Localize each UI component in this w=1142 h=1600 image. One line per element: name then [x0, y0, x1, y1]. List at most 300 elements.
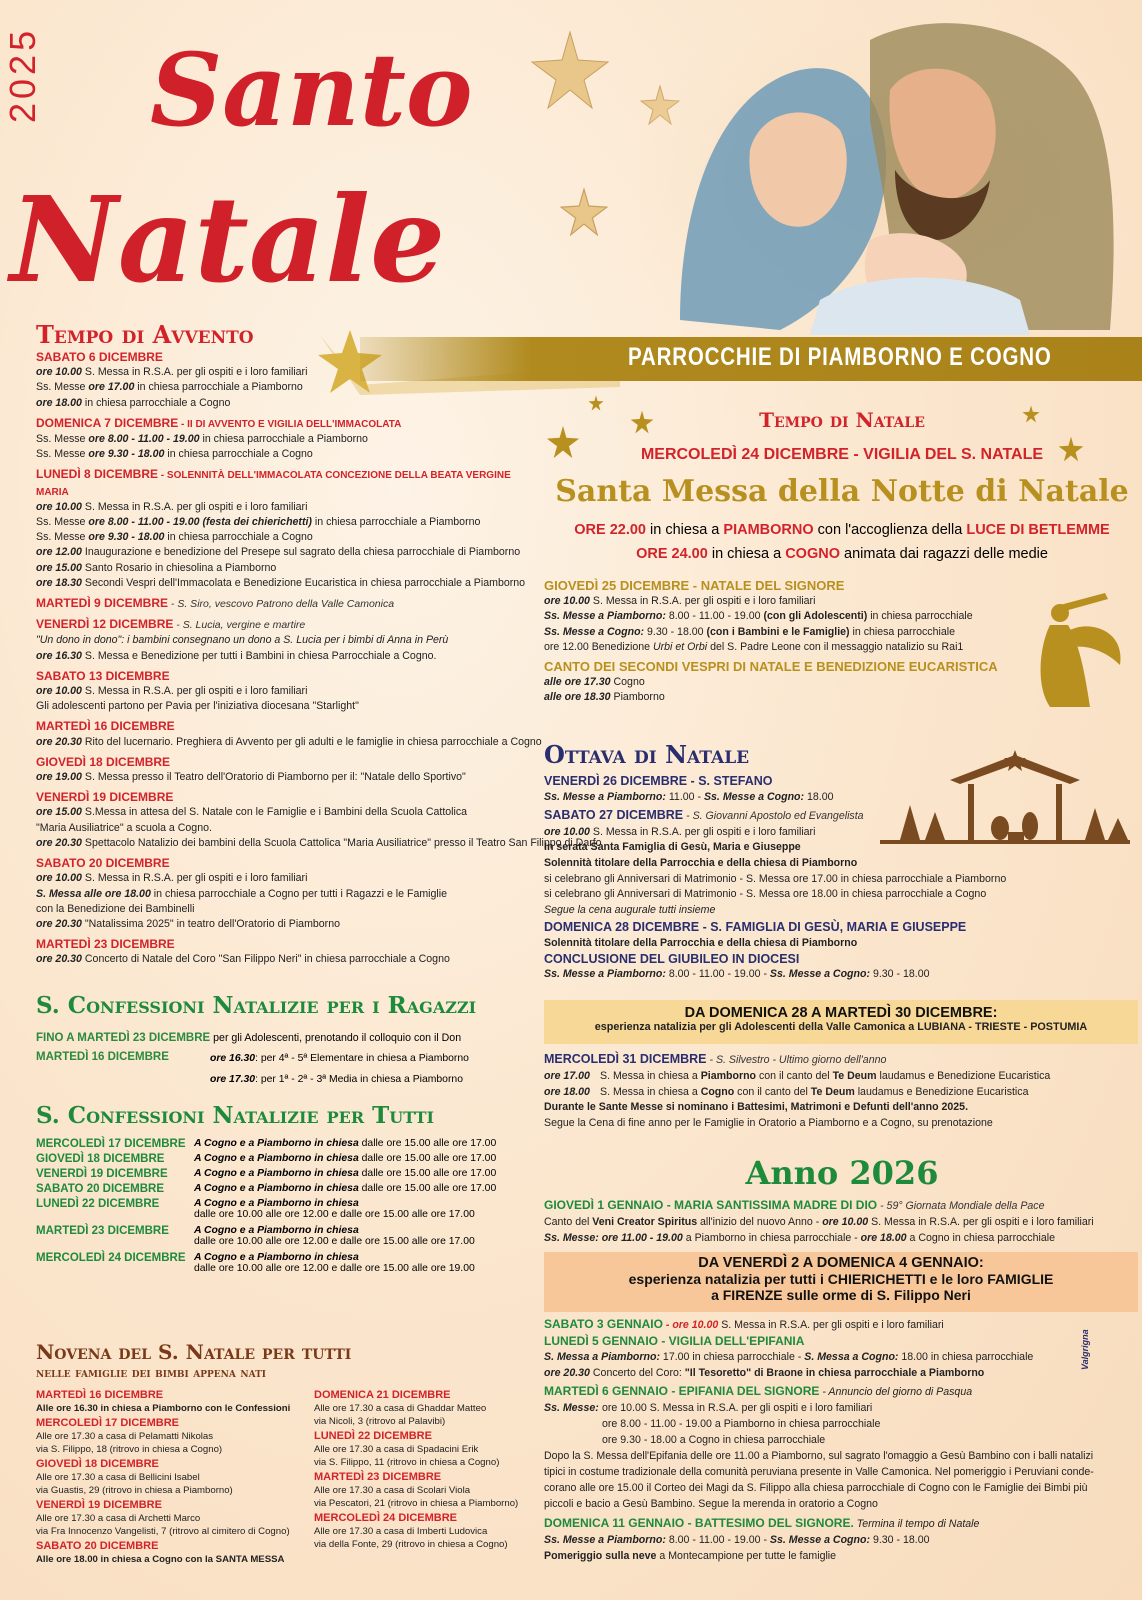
advent-line-time: S. Messa alle ore 18.00: [36, 887, 151, 900]
confessione-day: GIOVEDÌ 18 DICEMBRE: [36, 1153, 165, 1165]
messa-notte-title: Santa Messa della Notte di Natale: [555, 474, 1129, 509]
novena-line: Alle ore 17.30 a casa di Archetti Marco: [36, 1513, 201, 1524]
title-line2: Natale: [10, 170, 446, 309]
m6-text: ore 8.00 - 11.00 - 19.00 a Piamborno in chiesa parrocchiale: [602, 1418, 881, 1430]
advent-line-text: Gli adolescenti partono per Pavia per l'iniziativa diocesana "Starlight": [36, 700, 359, 713]
d11-neve: Pomeriggio sulla neve: [544, 1550, 657, 1562]
confessione-row: [36, 1153, 536, 1165]
holy-family-illustration: [640, 0, 1142, 335]
advent-day-heading: [36, 669, 536, 684]
advent-line-time: ore 8.00 - 11.00 - 19.00: [88, 433, 200, 446]
natale-line: [544, 640, 1134, 656]
m31-text: laudamus e Benedizione Eucaristica: [854, 1085, 1029, 1098]
advent-day-heading: [36, 350, 536, 365]
advent-line: [36, 821, 536, 836]
m31-date: MERCOLEDÌ 31 DICEMBRE: [544, 1052, 707, 1066]
advent-line: [36, 530, 536, 545]
advent-line: [36, 576, 536, 591]
giubileo-heading: CONCLUSIONE DEL GIUBILEO IN DIOCESI: [544, 951, 800, 966]
advent-line-text: Ss. Messe: [36, 381, 89, 394]
adolescenti-box-sub: esperienza natalizia per gli Adolescenti della Valle Camonica a LUBIANA - TRIESTE - POSTUMIA: [594, 1021, 1088, 1033]
natale-time: ore 10.00: [544, 594, 590, 607]
advent-line-time: ore 17.00: [88, 381, 135, 394]
advent-line-time: ore 10.00: [36, 366, 82, 379]
g1-text: all'inizio del nuovo Anno -: [697, 1216, 823, 1228]
m31-note-line: Durante le Sante Messe si nominano i Battesimi, Matrimoni e Defunti dell'anno 2025.: [544, 1101, 969, 1114]
m6-note: - Annuncio del giorno di Pasqua: [819, 1386, 973, 1398]
mass-label: Ss. Messe a Piamborno:: [544, 1534, 666, 1546]
m31-time: ore 17.00: [544, 1069, 590, 1082]
adolescenti-box-title: DA DOMENICA 28 A MARTEDÌ 30 DICEMBRE:: [684, 1005, 998, 1021]
advent-line: [36, 432, 536, 447]
advent-line-text: Ss. Messe: [36, 448, 89, 461]
advent-line-time: ore 15.00: [36, 561, 82, 574]
confessione-place: A Cogno e a Piamborno in chiesa: [194, 1153, 359, 1164]
m6-paragraph-line: piccoli e bacio a Gesù Bambino. Segue la merenda in oratorio a Cogno: [544, 1498, 878, 1510]
s27-note: - S. Giovanni Apostolo ed Evangelista: [683, 810, 864, 823]
g1-time: Ss. Messe: ore 11.00 - 19.00: [544, 1232, 683, 1244]
chierichetti-box: [544, 1252, 1138, 1312]
advent-line: [36, 545, 536, 560]
advent-line: [36, 917, 536, 932]
novena-day: MARTEDÌ 23 DICEMBRE: [314, 1471, 442, 1483]
natale-text: ore 12.00 Benedizione: [544, 641, 653, 654]
year-label: 2025: [2, 26, 43, 123]
advent-day-date: LUNEDÌ 8 DICEMBRE: [36, 467, 159, 482]
advent-line-time: ore 12.00: [36, 546, 82, 559]
confessione-detail: [194, 1183, 496, 1195]
confessioni-ragazzi-row2b: ore 17.30: per 1ª - 2ª - 3ª Media in chiesa a Piamborno: [210, 1074, 463, 1085]
mass-label: Ss. Messe a Cogno:: [703, 790, 805, 803]
m31-note: - S. Silvestro - Ultimo giorno dell'anno: [706, 1054, 887, 1066]
s27-line: [544, 840, 1134, 856]
anno-heading: Anno 2026: [745, 1154, 939, 1192]
d11-title: DOMENICA 11 GENNAIO - BATTESIMO DEL SIGNORE.: [544, 1516, 854, 1530]
advent-line-text: Secondi Vespri dell'Immacolata e Benedizione Eucaristica in chiesa parrocchiale a Piamborno: [81, 576, 526, 589]
mass-label: Ss. Messe a Cogno:: [769, 968, 870, 981]
mass-label: S. Messa a Piamborno:: [544, 1351, 660, 1363]
confessione-day: MERCOLEDÌ 17 DICEMBRE: [36, 1138, 186, 1150]
confessione-detail: [194, 1198, 475, 1220]
s27-segue: Segue la cena augurale tutti insieme: [544, 903, 716, 916]
advent-day-note: - S. Siro, vescovo Patrono della Valle Camonica: [168, 598, 395, 611]
advent-line: [36, 887, 536, 902]
s27-text: si celebrano gli Anniversari di Matrimonio - S. Messa ore 17.00 in chiesa parrocchiale a Piamborno: [544, 872, 1007, 885]
natale-text: del S. Padre Leone con il messaggio natalizio su Rai1: [707, 641, 964, 654]
m31-text: con il canto del: [734, 1085, 811, 1098]
d11-note: Termina il tempo di Natale: [853, 1518, 980, 1530]
novena-column-1: [36, 1387, 306, 1566]
advent-line: [36, 633, 536, 648]
g1-emph: Veni Creator Spiritus: [592, 1216, 698, 1228]
confessione-place: A Cogno e a Piamborno in chiesa: [194, 1183, 359, 1194]
confessione-time: dalle ore 15.00 alle ore 17.00: [358, 1138, 497, 1149]
confessione-row: [36, 1225, 536, 1247]
advent-day-heading: [36, 856, 536, 871]
advent-line-text: Santo Rosario in chiesolina a Piamborno: [81, 561, 277, 574]
natale-emph: (con gli Adolescenti): [763, 610, 868, 623]
advent-line-text: in chiesa parrocchiale a Piamborno: [199, 433, 368, 446]
advent-line-text: in chiesa parrocchiale a Piamborno: [134, 381, 303, 394]
g1-text: a Piamborno in chiesa parrocchiale -: [682, 1232, 861, 1244]
advent-line: [36, 649, 536, 664]
advent-line-time: ore 8.00 - 11.00 - 19.00 (festa dei chierichetti): [88, 516, 312, 529]
g1-line1: [544, 1214, 1134, 1230]
confessione-line: [194, 1183, 496, 1194]
m6-title: MARTEDÌ 6 GENNAIO - EPIFANIA DEL SIGNORE: [544, 1384, 820, 1398]
g1-time: ore 10.00: [822, 1216, 869, 1228]
m6-paragraph-line: tipici in costume tradizionale della comunità peruviana presente in Valle Camonica. Nel pomeriggio i Peruviani conde-: [544, 1466, 1094, 1478]
d28-heading: [544, 920, 1134, 936]
confessione-row: [36, 1252, 536, 1274]
advent-day-heading: [36, 467, 536, 499]
mass-label: Ss. Messe a Piamborno:: [544, 968, 666, 981]
advent-day-note: - II DI AVVENTO E VIGILIA DELL'IMMACOLATA: [178, 418, 402, 430]
advent-day-heading: [36, 416, 536, 432]
novena-address: via Nicoli, 3 (ritrovo al Palavibi): [314, 1416, 446, 1427]
m6-paragraph-line: corano alle ore 15.00 il Corteo dei Magi da S. Filippo alla chiesa parrocchiale di Cogno con le Famiglie dei Bimbi più: [544, 1482, 1088, 1494]
novena-day: VENERDÌ 19 DICEMBRE: [36, 1499, 162, 1511]
chierichetti-box-title: DA VENERDÌ 2 A DOMENICA 4 GENNAIO:: [698, 1255, 984, 1271]
m31-tedeum: Te Deum: [810, 1085, 855, 1098]
star-icon: [530, 30, 610, 110]
advent-day-date: MARTEDÌ 16 DICEMBRE: [36, 719, 175, 734]
messa-notte-line2: ORE 24.00 in chiesa a COGNO animata dai ragazzi delle medie: [636, 546, 1048, 562]
advent-line: [36, 952, 536, 967]
mass-label: S. Messa a Cogno:: [804, 1351, 899, 1363]
advent-line-time: ore 18.30: [36, 576, 82, 589]
advent-line-text: "Un dono in dono": i bambini consegnano un dono a S. Lucia per i bimbi di Anna in Perù: [36, 634, 449, 647]
giubileo-line: [544, 967, 1134, 983]
m6-heading: [544, 1383, 1134, 1400]
natale-emph: Urbi et Orbi: [652, 641, 708, 654]
mass-times: 11.00 -: [665, 790, 704, 803]
s3-time: - ore 10.00: [662, 1319, 719, 1331]
confessione-detail: [194, 1225, 475, 1247]
advent-line-text: in chiesa parrocchiale a Cogno: [164, 448, 313, 461]
s27-text: S. Messa in R.S.A. per gli ospiti e i loro familiari: [589, 825, 816, 838]
m31-text: S. Messa in chiesa a: [600, 1069, 701, 1082]
anno-schedule: [544, 1197, 1134, 1246]
confessione-place: A Cogno e a Piamborno in chiesa: [194, 1198, 359, 1209]
advent-line-text: S. Messa in R.S.A. per gli ospiti e i loro familiari: [81, 872, 308, 885]
s27-date: SABATO 27 DICEMBRE: [544, 808, 684, 823]
g1-heading: [544, 1197, 1134, 1214]
novena-line: Alle ore 17.30 a casa di Imberti Ludovica: [314, 1526, 488, 1537]
natale-schedule: [544, 578, 1134, 706]
advent-line: [36, 902, 536, 917]
s27-line: [544, 825, 1134, 841]
vigilia-title: MERCOLEDÌ 24 DICEMBRE - VIGILIA DEL S. NATALE: [640, 446, 1044, 463]
advent-line-time: ore 10.00: [36, 500, 82, 513]
g1-text: Canto del: [544, 1216, 593, 1228]
m6-line: [544, 1432, 1134, 1448]
confessione-detail: [194, 1168, 496, 1180]
printer-logo: Valgrigna: [1080, 1329, 1090, 1370]
advent-line-text: Ss. Messe: [36, 531, 89, 544]
novena-address: via S. Filippo, 11 (ritrovo in chiesa a Cogno): [314, 1457, 500, 1468]
advent-line-time: ore 18.00: [36, 396, 82, 409]
confessione-time: dalle ore 10.00 alle ore 12.00 e dalle ore 15.00 alle ore 17.00: [194, 1236, 475, 1247]
confessioni-ragazzi-heading: S. Confessioni Natalizie per i Ragazzi: [36, 992, 477, 1019]
confessione-row: [36, 1183, 536, 1195]
s27-text: Solennità titolare della Parrocchia e della chiesa di Piamborno: [544, 856, 858, 869]
advent-day-note: - S. Lucia, vergine e martire: [173, 619, 306, 632]
novena-address: via Fra Innocenzo Vangelisti, 7 (ritrovo al cimitero di Cogno): [36, 1526, 290, 1537]
advent-line-text: Ss. Messe: [36, 433, 89, 446]
confessione-day: VENERDÌ 19 DICEMBRE: [36, 1168, 168, 1180]
g1-text: a Cogno in chiesa parrocchiale: [906, 1232, 1055, 1244]
novena-day: MERCOLEDÌ 17 DICEMBRE: [36, 1417, 180, 1429]
advent-line-time: ore 20.30: [36, 953, 82, 966]
advent-day-heading: [36, 755, 536, 770]
advent-line-text: in chiesa parrocchiale a Piamborno: [311, 516, 481, 529]
novena-day: DOMENICA 21 DICEMBRE: [314, 1389, 451, 1401]
advent-day-heading: [36, 596, 536, 612]
advent-line-text: Inaugurazione e benedizione del Presepe sul sagrato della chiesa parrocchiale di Piamborno: [81, 546, 521, 559]
confessione-row: [36, 1168, 536, 1180]
novena-subheading: nelle famiglie dei bimbi appena nati: [36, 1366, 267, 1381]
m31-text: laudamus e Benedizione Eucaristica: [876, 1069, 1051, 1082]
novena-line: Alle ore 17.30 a casa di Bellicini Isabel: [36, 1472, 200, 1483]
natale-line: [544, 594, 1134, 610]
advent-day-heading: [36, 937, 536, 952]
confessione-day: SABATO 20 DICEMBRE: [36, 1183, 165, 1195]
confessione-place: A Cogno e a Piamborno in chiesa: [194, 1168, 359, 1179]
d11-neve-line: [544, 1548, 1134, 1564]
advent-line-time: ore 9.30 - 18.00: [88, 531, 165, 544]
advent-line-time: ore 15.00: [36, 806, 82, 819]
mass-times: 8.00 - 11.00 - 19.00 -: [665, 1534, 770, 1546]
confessione-time: dalle ore 15.00 alle ore 17.00: [358, 1168, 497, 1179]
l5-time: ore 20.30: [544, 1367, 590, 1379]
m31-text: S. Messa in chiesa a: [600, 1085, 701, 1098]
m6-line: [544, 1416, 1134, 1432]
natale-label: Ss. Messe a Cogno:: [544, 625, 645, 638]
novena-line: Alle ore 16.30 in chiesa a Piamborno con le Confessioni: [36, 1403, 291, 1414]
l5-coro: "Il Tesoretto" di Braone in chiesa parrocchiale a Piamborno: [684, 1367, 985, 1379]
g1-text: S. Messa in R.S.A. per gli ospiti e i loro familiari: [868, 1216, 1094, 1228]
confessione-row: [36, 1138, 536, 1150]
confessione-time: dalle ore 15.00 alle ore 17.00: [358, 1183, 497, 1194]
m31-time: ore 18.00: [544, 1085, 590, 1098]
advent-line-text: Rito del lucernario. Preghiera di Avvento per gli adulti e le famiglie in chiesa parrocchiale a Cogno: [81, 735, 542, 748]
confessioni-ragazzi-row2a: ore 16.30: per 4ª - 5ª Elementare in chiesa a Piamborno: [210, 1053, 469, 1064]
canto-time: alle ore 18.30: [544, 691, 611, 704]
novena-line: Alle ore 17.30 a casa di Scolari Viola: [314, 1485, 471, 1496]
mass-label: Ss. Messe a Cogno:: [769, 1534, 870, 1546]
g1-line2: [544, 1230, 1134, 1246]
m6-text: ore 10.00 S. Messa in R.S.A. per gli ospiti e i loro familiari: [602, 1402, 873, 1414]
advent-line-text: in chiesa parrocchiale a Cogno: [164, 531, 313, 544]
advent-line-text: S. Messa presso il Teatro dell'Oratorio di Piamborno per il: "Natale dello Sportivo": [81, 771, 466, 784]
s27-line: [544, 856, 1134, 872]
advent-line: [36, 365, 536, 380]
advent-line: [36, 561, 536, 576]
l5-line: [544, 1349, 1134, 1365]
advent-line-text: Spettacolo Natalizio dei bambini della Scuola Cattolica "Maria Ausiliatrice" presso il Teatro San Filippo di Darfo: [81, 836, 602, 849]
advent-line-time: ore 9.30 - 18.00: [88, 448, 165, 461]
parish-banner-text: PARROCCHIE DI PIAMBORNO E COGNO: [628, 343, 1052, 371]
advent-line: [36, 515, 536, 530]
novena-line: Alle ore 17.30 a casa di Spadacini Erik: [314, 1444, 479, 1455]
gennaio-schedule: [544, 1316, 1134, 1564]
l5-heading: LUNEDÌ 5 GENNAIO - VIGILIA DELL'EPIFANIA: [544, 1334, 805, 1348]
advent-line: [36, 805, 536, 820]
advent-line-time: ore 10.00: [36, 685, 82, 698]
canto-line: [544, 690, 1134, 706]
ottava-schedule: [544, 774, 1134, 983]
confessione-line: [194, 1153, 496, 1164]
s27-text: si celebrano gli Anniversari di Matrimonio - S. Messa ore 18.00 in chiesa parrocchiale a Cogno: [544, 888, 987, 901]
advent-line-text: S. Messa in R.S.A. per gli ospiti e i loro familiari: [81, 685, 308, 698]
s3-line: [544, 1316, 1134, 1333]
novena-day: GIOVEDÌ 18 DICEMBRE: [36, 1458, 159, 1470]
m31-schedule: [544, 1052, 1134, 1132]
advent-line-text: S.Messa in attesa del S. Natale con le Famiglie e i Bambini della Scuola Cattolica: [81, 806, 468, 819]
confessioni-ragazzi-row2-day: MARTEDÌ 16 DICEMBRE: [36, 1051, 169, 1063]
confessioni-ragazzi-row1: FINO A MARTEDÌ 23 DICEMBRE per gli Adolescenti, prenotando il colloquio con il Don: [36, 1032, 462, 1044]
mass-label: Ss. Messe a Piamborno:: [544, 790, 666, 803]
m6-paragraph-line: Dopo la S. Messa dell'Epifania delle ore 11.00 a Piamborno, sul sagrato l'omaggio a Gesù Bambino con i balli natalizi: [544, 1450, 1094, 1462]
advent-line-time: ore 10.00: [36, 872, 82, 885]
advent-line-time: ore 20.30: [36, 917, 82, 930]
m31-place: Cogno: [700, 1085, 735, 1098]
s3-text: S. Messa in R.S.A. per gli ospiti e i loro familiari: [718, 1319, 944, 1331]
novena-day: MARTEDÌ 16 DICEMBRE: [36, 1389, 164, 1401]
confessione-line: [194, 1198, 475, 1209]
novena-address: via S. Filippo, 18 (ritrovo in chiesa a Cogno): [36, 1444, 223, 1455]
confessione-time: dalle ore 10.00 alle ore 12.00 e dalle ore 15.00 alle ore 17.00: [194, 1209, 475, 1220]
m31-line: [544, 1085, 1134, 1101]
natale-line: [544, 609, 1134, 625]
m31-line: [544, 1069, 1134, 1085]
advent-line-time: ore 20.30: [36, 836, 82, 849]
advent-line: [36, 770, 536, 785]
confessione-detail: [194, 1252, 475, 1274]
messa-notte-line1: ORE 22.00 in chiesa a PIAMBORNO con l'accoglienza della LUCE DI BETLEMME: [574, 522, 1110, 538]
advent-line: [36, 396, 536, 411]
chierichetti-box-l3: a FIRENZE sulle orme di S. Filippo Neri: [711, 1287, 971, 1303]
star-icon: [560, 188, 608, 236]
confessione-place: A Cogno e a Piamborno in chiesa: [194, 1225, 359, 1236]
advent-day-date: GIOVEDÌ 18 DICEMBRE: [36, 754, 171, 769]
confessione-detail: [194, 1153, 496, 1165]
novena-address: via Pescatori, 21 (ritrovo in chiesa a Piamborno): [314, 1498, 519, 1509]
d11-text: a Montecampione per tutte le famiglie: [656, 1550, 837, 1562]
v26-line: [544, 790, 1134, 806]
d28-date: DOMENICA 28 DICEMBRE: [544, 920, 700, 935]
novena-line: Alle ore 17.30 a casa di Ghaddar Matteo: [314, 1403, 487, 1414]
d28-line: Solennità titolare della Parrocchia e della chiesa di Piamborno: [544, 936, 858, 949]
advent-line-text: in chiesa parrocchiale a Cogno per tutti i Ragazzi e le Famiglie: [150, 887, 448, 900]
natale-emph: (con i Bambini e le Famiglie): [706, 625, 850, 638]
natale-line: [544, 625, 1134, 641]
confessione-row: [36, 1198, 536, 1220]
advent-line-text: S. Messa e Benedizione per tutti i Bambini in chiesa Parrocchiale a Cogno.: [81, 649, 437, 662]
l5-concert-line: [544, 1365, 1134, 1381]
mass-times: 17.00 in chiesa parrocchiale -: [659, 1351, 805, 1363]
s27-line: [544, 872, 1134, 888]
g1-title: GIOVEDÌ 1 GENNAIO - MARIA SANTISSIMA MADRE DI DIO: [544, 1198, 878, 1212]
d11-heading: [544, 1515, 1134, 1532]
confessione-line: [194, 1252, 475, 1263]
d28-note: - S. FAMIGLIA DI GESÙ, MARIA E GIUSEPPE: [699, 920, 967, 935]
confessione-time: dalle ore 10.00 alle ore 12.00 e dalle ore 15.00 alle ore 19.00: [194, 1263, 475, 1274]
confessione-day: MERCOLEDÌ 24 DICEMBRE: [36, 1252, 186, 1264]
advent-line-text: in chiesa parrocchiale a Cogno: [81, 396, 231, 409]
novena-day: MERCOLEDÌ 24 DICEMBRE: [314, 1512, 458, 1524]
ottava-heading: Ottava di Natale: [544, 740, 750, 769]
advent-line: [36, 735, 542, 750]
advent-line-time: ore 16.30: [36, 649, 82, 662]
advent-heading: Tempo di Avvento: [36, 320, 254, 349]
novena-day: LUNEDÌ 22 DICEMBRE: [314, 1430, 432, 1442]
canto-vespri-heading: CANTO DEI SECONDI VESPRI DI NATALE E BENEDIZIONE EUCARISTICA: [544, 658, 998, 674]
canto-line: [544, 675, 1134, 691]
advent-line-time: ore 20.30: [36, 735, 82, 748]
s27-heading: [544, 808, 1134, 825]
confessione-line: [194, 1225, 475, 1236]
advent-line: [36, 380, 536, 395]
m31-heading: [544, 1052, 1134, 1069]
advent-day-date: SABATO 6 DICEMBRE: [36, 350, 163, 364]
advent-day-date: SABATO 13 DICEMBRE: [36, 668, 170, 683]
advent-line: [36, 836, 602, 851]
advent-line: [36, 684, 536, 699]
confessione-time: dalle ore 15.00 alle ore 17.00: [358, 1153, 497, 1164]
natale-heading: Tempo di Natale: [759, 408, 925, 432]
advent-line-text: Concerto di Natale del Coro "San Filippo Neri" in chiesa parrocchiale a Cogno: [81, 953, 450, 966]
novena-day: SABATO 20 DICEMBRE: [36, 1540, 159, 1552]
confessioni-tutti-heading: S. Confessioni Natalizie per Tutti: [36, 1102, 434, 1129]
advent-line-text: S. Messa in R.S.A. per gli ospiti e i loro familiari: [81, 500, 308, 513]
v26-heading: VENERDÌ 26 DICEMBRE - S. STEFANO: [544, 774, 773, 788]
s3-date: SABATO 3 GENNAIO: [544, 1317, 663, 1331]
confessione-line: [194, 1138, 496, 1149]
natale-text: 9.30 - 18.00: [644, 625, 707, 638]
s27-text: In serata Santa Famiglia di Gesù, Maria e Giuseppe: [544, 841, 801, 854]
m31-text: con il canto del: [756, 1069, 833, 1082]
advent-day-date: SABATO 20 DICEMBRE: [36, 856, 170, 871]
natale-text: in chiesa parrocchiale: [867, 610, 973, 623]
confessione-line: [194, 1168, 496, 1179]
s27-time: ore 10.00: [544, 825, 590, 838]
natale-text: in chiesa parrocchiale: [849, 625, 955, 638]
m31-tedeum: Te Deum: [832, 1069, 877, 1082]
canto-time: alle ore 17.30: [544, 675, 611, 688]
mass-times: 18.00 in chiesa parrocchiale: [898, 1351, 1034, 1363]
m31-cena-line: Segue la Cena di fine anno per le Famiglie in Oratorio a Piamborno e a Cogno, su prenotazione: [544, 1117, 993, 1130]
l5-text: Concerto del Coro:: [589, 1367, 685, 1379]
mass-times: 9.30 - 18.00: [870, 968, 930, 981]
mass-times: 18.00: [804, 790, 834, 803]
canto-place: Piamborno: [610, 691, 665, 704]
mass-times: 8.00 - 11.00 - 19.00 -: [665, 968, 770, 981]
advent-line-time: ore 19.00: [36, 771, 82, 784]
novena-heading: Novena del S. Natale per tutti: [36, 1340, 352, 1364]
advent-day-date: MARTEDÌ 9 DICEMBRE: [36, 596, 169, 611]
natale-label: Ss. Messe a Piamborno:: [544, 610, 666, 623]
novena-address: via Guastis, 29 (ritrovo in chiesa a Piamborno): [36, 1485, 233, 1496]
confessione-place: A Cogno e a Piamborno in chiesa: [194, 1138, 359, 1149]
advent-line-text: Ss. Messe: [36, 516, 89, 529]
advent-day-heading: [36, 719, 536, 734]
advent-line-text: "Maria Ausiliatrice" a scuola a Cogno.: [36, 821, 212, 834]
advent-line: [36, 500, 536, 515]
mass-times: 9.30 - 18.00: [870, 1534, 930, 1546]
adolescenti-box: [544, 1000, 1138, 1044]
